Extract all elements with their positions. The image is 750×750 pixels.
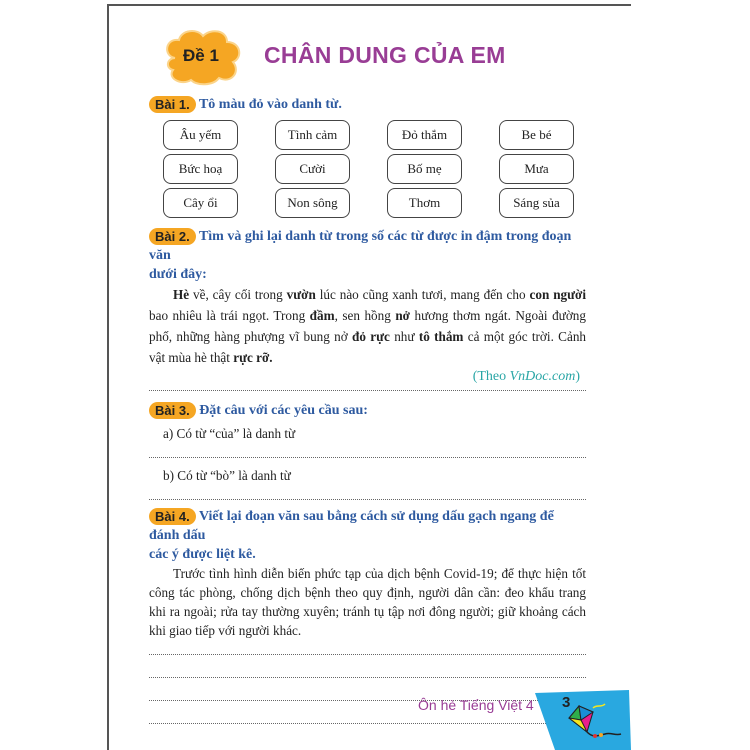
word-grid [163, 120, 586, 218]
word-box[interactable]: Cười [275, 154, 350, 184]
exercise-3-label: Bài 3. [149, 402, 196, 419]
exercise-3-prompt: Đặt câu với các yêu cầu sau: [199, 403, 368, 418]
exercise-4-passage: Trước tình hình diễn biến phức tạp của dịch bệnh Covid-19; để thực hiện tốt công tác phòng, chống dịch bệnh theo quy định, người dân cần: đeo khẩu trang khi ra ngoài; rửa tay thường xuyên; tránh tụ tập nơi đông người; giữ khoảng cách khi giao tiếp với người khác. [149, 566, 586, 638]
exercise-1-prompt: Tô màu đỏ vào danh từ. [198, 97, 342, 112]
exercise-4-heading [149, 507, 586, 564]
word-box[interactable]: Cây ổi [163, 188, 238, 218]
passage-text: , sen hồng [334, 308, 396, 323]
word-box[interactable]: Âu yếm [163, 120, 238, 150]
bold-word: vườn [286, 287, 316, 302]
exercise-4-prompt: Viết lại đoạn văn sau bằng cách sử dụng dấu gạch ngang để đánh dấu [149, 509, 554, 543]
word-box[interactable]: Đỏ thắm [387, 120, 462, 150]
word-box[interactable]: Non sông [275, 188, 350, 218]
word-box[interactable]: Bố mẹ [387, 154, 462, 184]
exercise-3-heading [149, 401, 586, 420]
content-column [149, 95, 586, 724]
exercise-1-label: Bài 1. [149, 96, 196, 113]
passage-text: hương thơm ngát. Ngoài đường phố, những hàng phượng vĩ bung nở [149, 308, 586, 344]
source-prefix: (Theo [472, 369, 510, 384]
exercise-2-prompt-cont: dưới đây: [149, 267, 207, 282]
exercise-4-label: Bài 4. [149, 508, 196, 525]
bold-word: nở [395, 308, 410, 323]
source-name: VnDoc.com [509, 369, 576, 384]
bold-word: Hè [173, 287, 190, 302]
word-box[interactable]: Bức hoạ [163, 154, 238, 184]
bold-word: tô thắm [418, 329, 464, 344]
word-box[interactable]: Be bé [499, 120, 574, 150]
page-number: 3 [562, 694, 571, 711]
word-box[interactable]: Sáng sủa [499, 188, 574, 218]
exercise-4-prompt-cont: các ý được liệt kê. [149, 547, 256, 562]
bold-word: rực rỡ. [233, 350, 273, 365]
answer-line[interactable] [149, 654, 586, 655]
exercise-2-passage [149, 284, 586, 368]
passage-text: cả một góc trời. Cảnh vật mùa hè thật [149, 329, 587, 365]
passage-text: bao nhiêu là trái ngọt. Trong [149, 308, 310, 323]
answer-line[interactable] [149, 677, 586, 678]
bold-word: đầm [309, 308, 335, 323]
exercise-3-item-a: a) Có từ “của” là danh từ [163, 426, 296, 441]
answer-line[interactable] [149, 499, 586, 500]
source-credit [149, 368, 586, 386]
exercise-2-heading [149, 227, 586, 284]
answer-line[interactable] [149, 390, 586, 391]
exercise-3-item-b: b) Có từ “bò” là danh từ [163, 468, 291, 483]
book-title: Ôn hè Tiếng Việt 4 [418, 697, 534, 713]
exam-badge: Đề 1 [183, 46, 219, 65]
exercise-1-heading [149, 95, 586, 114]
page-title: CHÂN DUNG CỦA EM [264, 42, 506, 68]
source-suffix: ) [575, 369, 580, 384]
answer-line[interactable] [149, 457, 586, 458]
passage-text: về, cây cối trong [189, 287, 287, 302]
bold-word: con người [529, 287, 587, 302]
passage-text: như [389, 329, 419, 344]
word-box[interactable]: Thơm [387, 188, 462, 218]
exercise-2-label: Bài 2. [149, 228, 196, 245]
passage-text: lúc nào cũng xanh tươi, mang đến cho [315, 287, 530, 302]
page-tab [535, 690, 631, 750]
word-box[interactable]: Tình cảm [275, 120, 350, 150]
word-box[interactable]: Mưa [499, 154, 574, 184]
answer-line[interactable] [149, 723, 586, 724]
bold-word: đỏ rực [352, 329, 390, 344]
exercise-2-prompt: Tìm và ghi lại danh từ trong số các từ được in đậm trong đoạn văn [149, 229, 572, 263]
